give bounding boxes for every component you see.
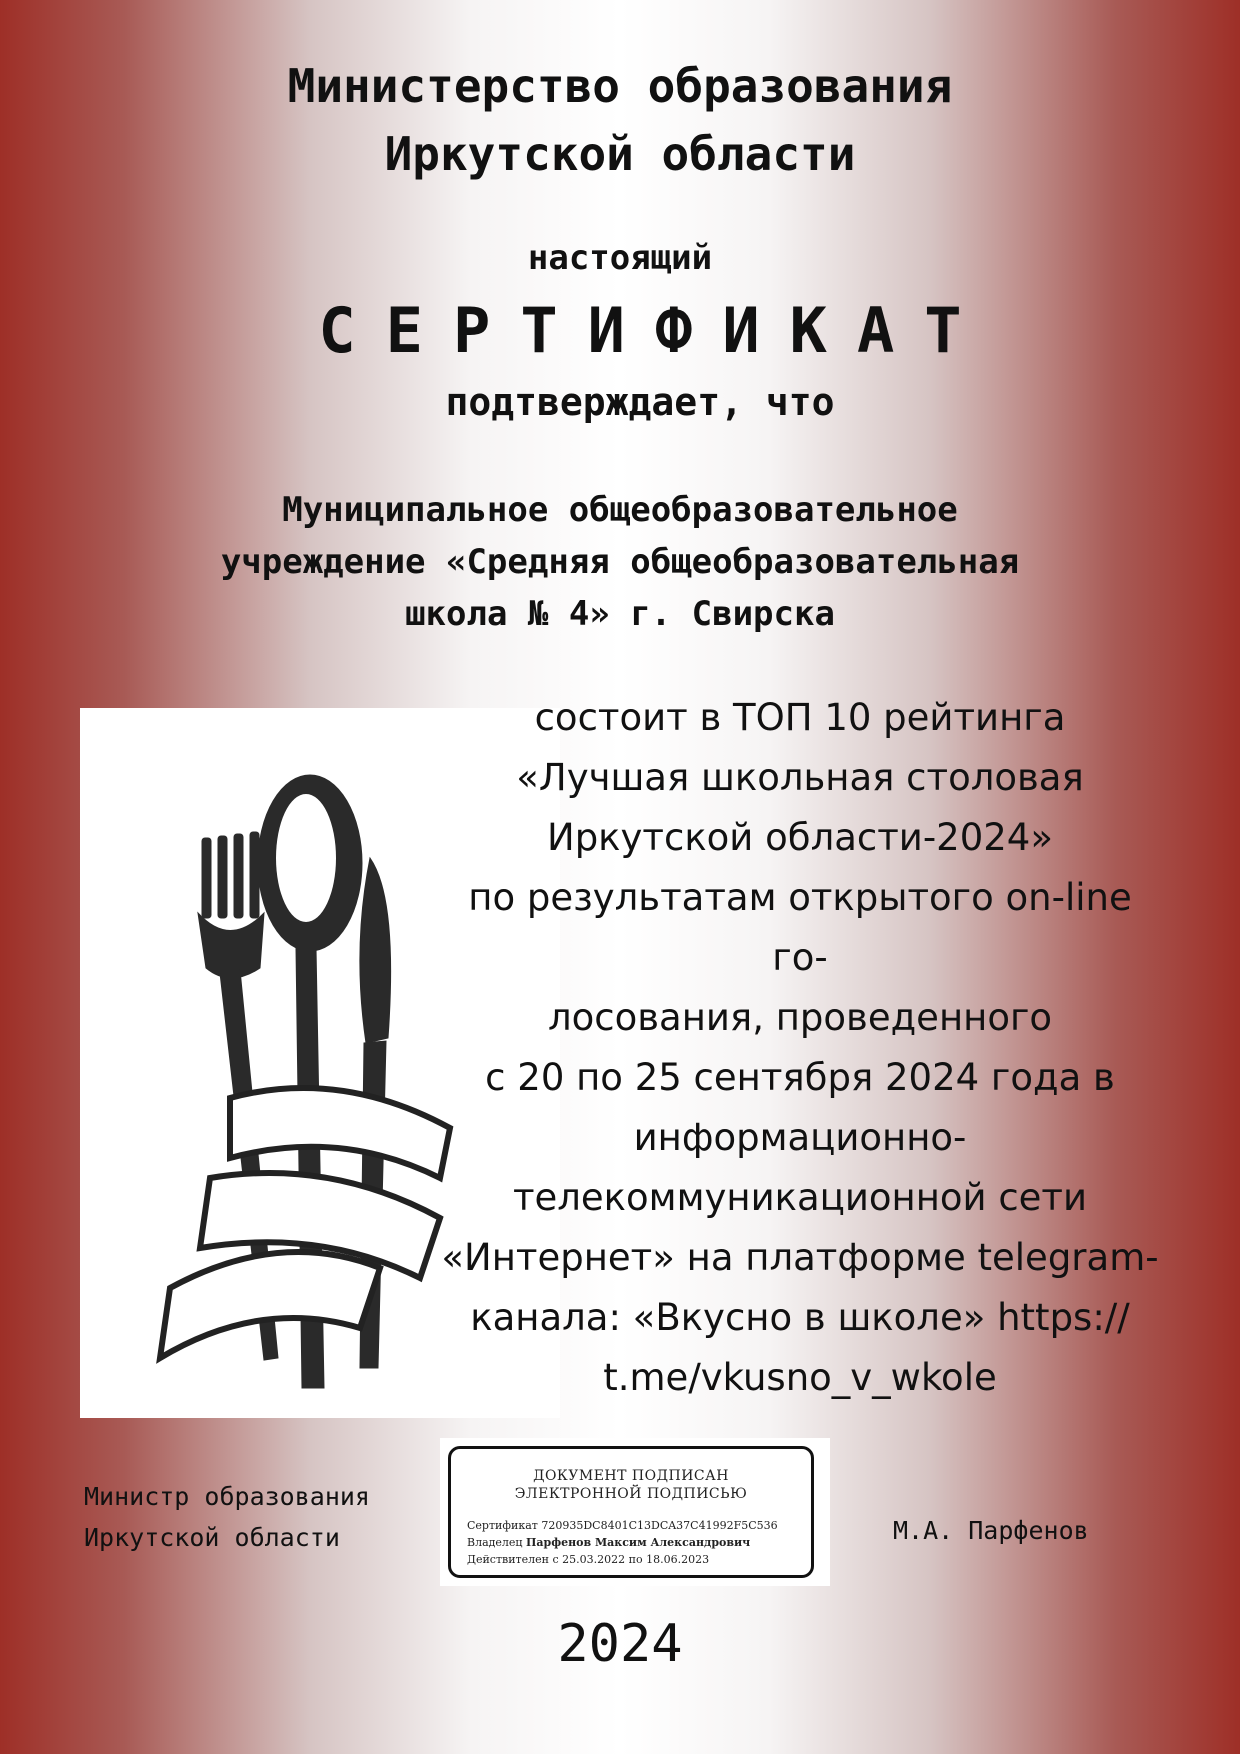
- body-line: Иркутской области-2024»: [547, 816, 1053, 859]
- certificate-year: 2024: [557, 1614, 683, 1674]
- signer-position-line-2: Иркутской области: [84, 1523, 340, 1552]
- stamp-valid-to-label: по: [628, 1553, 643, 1566]
- stamp-heading-line-2: ЭЛЕКТРОННОЙ ПОДПИСЬЮ: [514, 1486, 748, 1502]
- certificate-title: СЕРТИФИКАТ: [318, 294, 992, 367]
- signer-name: М.А. Парфенов: [893, 1516, 1089, 1545]
- stamp-owner-label: Владелец: [467, 1536, 523, 1549]
- stamp-heading-line-1: ДОКУМЕНТ ПОДПИСАН: [533, 1468, 729, 1484]
- ministry-line-2: Иркутской области: [384, 127, 856, 181]
- body-line: «Лучшая школьная столовая: [516, 756, 1084, 799]
- organization-name: [120, 484, 1120, 640]
- body-line: по результатам открытого on-line го-: [468, 876, 1132, 979]
- stamp-validity-row: [467, 1551, 811, 1568]
- stamp-frame: [448, 1446, 814, 1578]
- body-line: с 20 по 25 сентября 2024 года в: [485, 1056, 1115, 1099]
- stamp-cert-label: Сертификат: [467, 1519, 538, 1532]
- stamp-owner-row: [467, 1534, 811, 1551]
- signer-position: [84, 1476, 370, 1558]
- ministry-line-1: Министерство образования: [287, 59, 953, 113]
- body-line: «Интернет» на платформе telegram-: [441, 1236, 1159, 1279]
- stamp-owner-value: Парфенов Максим Александрович: [525, 1536, 751, 1549]
- body-line: состоит в ТОП 10 рейтинга: [534, 696, 1066, 739]
- stamp-certificate-row: [467, 1517, 811, 1534]
- ministry-title: [0, 52, 1240, 188]
- confirms-text: подтверждает, что: [445, 380, 835, 424]
- signer-position-line-1: Министр образования: [84, 1482, 370, 1511]
- body-line: канала: «Вкусно в школе» https://: [470, 1296, 1130, 1339]
- electronic-signature-stamp: [440, 1438, 830, 1586]
- intro-text: настоящий: [527, 238, 713, 278]
- achievement-text: [440, 688, 1160, 1408]
- stamp-valid-from: 25.03.2022: [562, 1553, 626, 1566]
- body-line: телекоммуникационной сети: [512, 1176, 1088, 1219]
- stamp-valid-to: 18.06.2023: [646, 1553, 710, 1566]
- organization-line-1: Муниципальное общеобразовательное: [282, 490, 958, 530]
- stamp-details: [467, 1517, 811, 1568]
- stamp-cert-value: 720935DC8401C13DCA37C41992F5C536: [541, 1519, 778, 1532]
- organization-line-2: учреждение «Средняя общеобразовательная: [220, 542, 1020, 582]
- stamp-heading: [451, 1467, 811, 1503]
- body-line: t.me/vkusno_v_wkole: [603, 1356, 997, 1399]
- body-line: информационно-: [633, 1116, 967, 1159]
- ribbon-icon: [160, 1088, 450, 1358]
- stamp-valid-label: Действителен с: [467, 1553, 559, 1566]
- organization-line-3: школа № 4» г. Свирска: [405, 594, 835, 634]
- body-line: лосования, проведенного: [547, 996, 1053, 1039]
